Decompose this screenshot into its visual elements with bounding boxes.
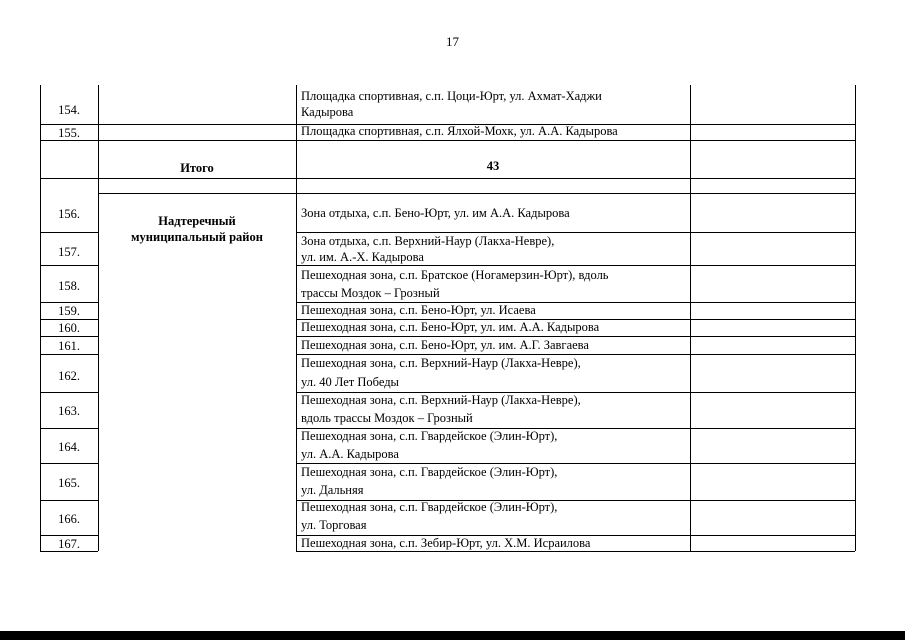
table-bottom-border	[296, 551, 855, 552]
place-description: Пешеходная зона, с.п. Гвардейское (Элин-Юрт),	[301, 500, 558, 514]
row-rule	[98, 193, 855, 194]
place-description-cont: ул. Дальняя	[301, 483, 364, 497]
row-number: 165.	[58, 476, 80, 490]
place-description-cont: ул. им. А.-Х. Кадырова	[301, 250, 424, 264]
row-rule	[40, 428, 98, 429]
place-description-cont: Кадырова	[301, 105, 354, 119]
row-rule	[40, 140, 855, 141]
row-rule	[40, 392, 98, 393]
place-description: Пешеходная зона, с.п. Зебир-Юрт, ул. Х.М. Исраилова	[301, 536, 591, 550]
place-description: Пешеходная зона, с.п. Верхний-Наур (Лакха-Невре),	[301, 356, 581, 370]
row-rule	[296, 265, 855, 266]
row-rule	[40, 500, 98, 501]
place-description: Пешеходная зона, с.п. Бено-Юрт, ул. им. А.Г. Завгаева	[301, 338, 589, 352]
extra-col-divider	[690, 85, 691, 551]
row-number: 157.	[58, 245, 80, 259]
page-number: 17	[446, 34, 459, 49]
row-number: 164.	[58, 440, 80, 454]
place-description-cont: ул. А.А. Кадырова	[301, 447, 399, 461]
place-description: Площадка спортивная, с.п. Цоци-Юрт, ул. Ахмат-Хаджи	[301, 89, 602, 103]
row-rule	[40, 354, 98, 355]
place-description-cont: трассы Моздок – Грозный	[301, 286, 440, 300]
place-description: Пешеходная зона, с.п. Верхний-Наур (Лакха-Невре),	[301, 393, 581, 407]
place-description: Пешеходная зона, с.п. Бено-Юрт, ул. Исаева	[301, 303, 536, 317]
row-rule	[40, 463, 98, 464]
total-value: 43	[486, 159, 500, 173]
row-number: 156.	[58, 207, 80, 221]
row-number: 163.	[58, 404, 80, 418]
row-number: 166.	[58, 512, 80, 526]
row-number: 158.	[58, 279, 80, 293]
row-number: 160.	[58, 321, 80, 335]
num-col-divider	[98, 85, 99, 551]
place-description-cont: ул. Торговая	[301, 518, 367, 532]
place-description: Пешеходная зона, с.п. Гвардейское (Элин-Юрт),	[301, 465, 558, 479]
place-description: Пешеходная зона, с.п. Братское (Ногамерзин-Юрт), вдоль	[301, 268, 609, 282]
row-rule	[40, 232, 98, 233]
district-name: Надтеречный	[158, 214, 236, 228]
place-description: Зона отдыха, с.п. Бено-Юрт, ул. им А.А. Кадырова	[301, 206, 570, 220]
district-name-cont: муниципальный район	[131, 230, 263, 244]
place-description-cont: ул. 40 Лет Победы	[301, 375, 399, 389]
place-description: Зона отдыха, с.п. Верхний-Наур (Лакха-Невре),	[301, 234, 555, 248]
scan-edge-bar	[0, 631, 905, 640]
row-number: 167.	[58, 537, 80, 551]
table-right-border	[855, 85, 856, 551]
row-number: 162.	[58, 369, 80, 383]
place-description: Площадка спортивная, с.п. Ялхой-Мохк, ул. А.А. Кадырова	[301, 124, 618, 138]
row-number: 154.	[58, 103, 80, 117]
place-description: Пешеходная зона, с.п. Гвардейское (Элин-Юрт),	[301, 429, 558, 443]
place-col-divider	[296, 85, 297, 551]
row-number: 155.	[58, 126, 80, 140]
total-label: Итого	[180, 161, 214, 175]
row-rule	[40, 336, 98, 337]
row-number: 161.	[58, 339, 80, 353]
place-description-cont: вдоль трассы Моздок – Грозный	[301, 411, 473, 425]
place-description: Пешеходная зона, с.п. Бено-Юрт, ул. им. А.А. Кадырова	[301, 320, 600, 334]
row-number: 159.	[58, 304, 80, 318]
row-rule	[40, 178, 855, 179]
row-rule	[40, 265, 98, 266]
